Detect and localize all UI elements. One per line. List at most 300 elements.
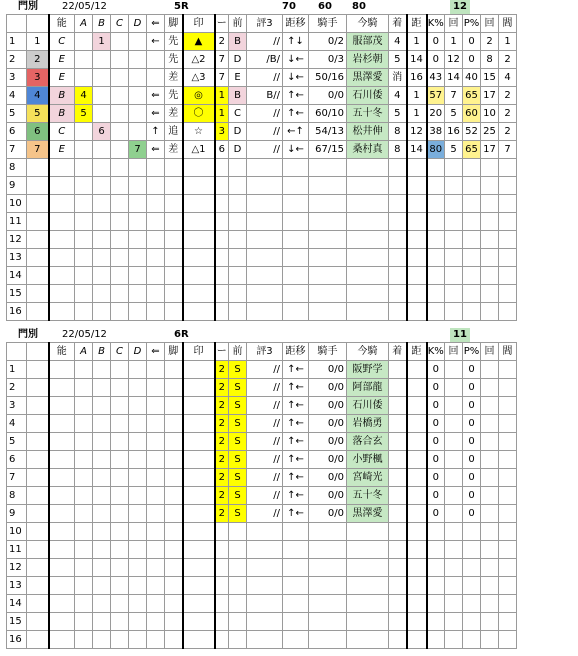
cell-b (93, 505, 111, 523)
cell-kai (445, 249, 463, 267)
cell-kai2 (481, 231, 499, 249)
cell-k: 20 (427, 105, 445, 123)
table-row[interactable] (7, 487, 517, 505)
cell-kon: 服部茂 (347, 33, 389, 51)
cell-mark (183, 613, 215, 631)
cell-b (93, 285, 111, 303)
table-row[interactable] (7, 559, 517, 577)
cell-en (499, 379, 517, 397)
table-row[interactable] (7, 523, 517, 541)
cell-mark (183, 469, 215, 487)
cell-minus (215, 249, 229, 267)
cell-c (111, 195, 129, 213)
table-row[interactable] (7, 249, 517, 267)
cell-n: 4 (7, 415, 27, 433)
cell-en (499, 361, 517, 379)
cell-mark (183, 303, 215, 321)
cell-chaku (389, 433, 407, 451)
cell-kon (347, 195, 389, 213)
cell-c (111, 613, 129, 631)
cell-mae (229, 577, 247, 595)
cell-a (75, 541, 93, 559)
cell-n: 11 (7, 541, 27, 559)
cell-c (111, 361, 129, 379)
cell-chaku (389, 415, 407, 433)
cell-kai (445, 415, 463, 433)
cell-hyo (247, 231, 283, 249)
cell-dist (407, 159, 427, 177)
cell-a: 5 (75, 105, 93, 123)
table-row[interactable] (7, 379, 517, 397)
cell-k: 0 (427, 433, 445, 451)
cell-minus (215, 267, 229, 285)
table-row[interactable] (7, 33, 517, 51)
cell-arrow (147, 559, 165, 577)
cell-p: 0 (463, 433, 481, 451)
table-row[interactable] (7, 303, 517, 321)
cell-kai2 (481, 595, 499, 613)
cell-chaku: 4 (389, 87, 407, 105)
cell-mark (183, 451, 215, 469)
cell-gate (27, 415, 49, 433)
table-row[interactable] (7, 469, 517, 487)
cell-kyori: ↑← (283, 433, 309, 451)
column-header: 前 (229, 343, 247, 361)
cell-en (499, 595, 517, 613)
cell-kai2 (481, 177, 499, 195)
cell-mae: S (229, 487, 247, 505)
cell-en (499, 559, 517, 577)
cell-d (129, 541, 147, 559)
cell-d (129, 69, 147, 87)
cell-nou: C (49, 123, 75, 141)
cell-b (93, 487, 111, 505)
cell-kai2 (481, 469, 499, 487)
cell-a (75, 505, 93, 523)
cell-kon (347, 249, 389, 267)
table-row[interactable] (7, 451, 517, 469)
column-header: B (93, 15, 111, 33)
cell-n: 5 (7, 433, 27, 451)
cell-chaku (389, 195, 407, 213)
cell-a (75, 361, 93, 379)
table-row[interactable] (7, 177, 517, 195)
cell-kyori: ←↑ (283, 123, 309, 141)
cell-n: 8 (7, 487, 27, 505)
cell-mark (183, 559, 215, 577)
cell-p: 0 (463, 469, 481, 487)
cell-kyaku (165, 559, 183, 577)
cell-mae: S (229, 451, 247, 469)
cell-kon: 石川倭 (347, 397, 389, 415)
cell-mark (183, 213, 215, 231)
cell-kyaku (165, 415, 183, 433)
table-row[interactable] (7, 159, 517, 177)
cell-chaku: 8 (389, 141, 407, 159)
cell-kai (445, 433, 463, 451)
cell-k (427, 577, 445, 595)
cell-nou (49, 177, 75, 195)
cell-mark: △3 (183, 69, 215, 87)
column-header: A (75, 343, 93, 361)
cell-chaku (389, 379, 407, 397)
cell-mark (183, 361, 215, 379)
column-header: P% (463, 15, 481, 33)
cell-kon (347, 559, 389, 577)
table-row[interactable] (7, 285, 517, 303)
cell-kisyu: 67/15 (309, 141, 347, 159)
cell-kai (445, 505, 463, 523)
cell-mark (183, 397, 215, 415)
table-row[interactable] (7, 69, 517, 87)
cell-hyo: // (247, 451, 283, 469)
cell-k (427, 631, 445, 649)
table-row[interactable] (7, 433, 517, 451)
cell-mae (229, 631, 247, 649)
cell-arrow (147, 303, 165, 321)
cell-a (75, 33, 93, 51)
cell-mark (183, 595, 215, 613)
cell-nou (49, 433, 75, 451)
cell-n: 16 (7, 631, 27, 649)
column-header: K% (427, 15, 445, 33)
cell-kon: 五十冬 (347, 105, 389, 123)
cell-kisyu: 0/0 (309, 379, 347, 397)
cell-d (129, 415, 147, 433)
cell-kai2 (481, 379, 499, 397)
cell-en (499, 213, 517, 231)
cell-c (111, 69, 129, 87)
cell-minus (215, 159, 229, 177)
cell-arrow (147, 267, 165, 285)
cell-kai2 (481, 541, 499, 559)
cell-kai (445, 469, 463, 487)
cell-dist (407, 577, 427, 595)
cell-mark (183, 177, 215, 195)
cell-dist (407, 249, 427, 267)
cell-p (463, 213, 481, 231)
cell-k: 80 (427, 141, 445, 159)
cell-n: 11 (7, 213, 27, 231)
table-row[interactable] (7, 231, 517, 249)
cell-kyori (283, 213, 309, 231)
cell-c (111, 487, 129, 505)
cell-k (427, 267, 445, 285)
table-row[interactable] (7, 613, 517, 631)
cell-kai (445, 613, 463, 631)
cell-arrow (147, 397, 165, 415)
cell-gate (27, 451, 49, 469)
cell-k (427, 195, 445, 213)
cell-b: 6 (93, 123, 111, 141)
cell-c (111, 87, 129, 105)
table-row[interactable] (7, 541, 517, 559)
cell-kai: 5 (445, 105, 463, 123)
column-header: 評3 (247, 343, 283, 361)
cell-p: 40 (463, 69, 481, 87)
column-header: ⇐ (147, 343, 165, 361)
cell-en (499, 303, 517, 321)
cell-kai: 5 (445, 141, 463, 159)
cell-nou (49, 159, 75, 177)
cell-kai (445, 285, 463, 303)
cell-k (427, 613, 445, 631)
cell-mae (229, 541, 247, 559)
cell-nou (49, 505, 75, 523)
cell-kisyu: 0/3 (309, 51, 347, 69)
cell-gate (27, 267, 49, 285)
cell-en (499, 159, 517, 177)
column-header (27, 343, 49, 361)
column-header: 回 (445, 343, 463, 361)
cell-gate (27, 631, 49, 649)
cell-kyaku (165, 249, 183, 267)
cell-en (499, 631, 517, 649)
cell-en (499, 451, 517, 469)
column-header: 着 (389, 15, 407, 33)
column-header: ー (215, 15, 229, 33)
column-header: 印 (183, 15, 215, 33)
cell-n: 1 (7, 361, 27, 379)
cell-minus: 2 (215, 433, 229, 451)
table-row[interactable] (7, 397, 517, 415)
cell-p (463, 559, 481, 577)
cell-c (111, 415, 129, 433)
table-row[interactable] (7, 87, 517, 105)
cell-b (93, 51, 111, 69)
cell-a (75, 249, 93, 267)
cell-mae (229, 303, 247, 321)
cell-b (93, 213, 111, 231)
cell-a (75, 303, 93, 321)
cell-kon (347, 303, 389, 321)
race-number: 5R (174, 1, 189, 12)
cell-d (129, 523, 147, 541)
cell-kyaku (165, 177, 183, 195)
cell-chaku (389, 213, 407, 231)
cell-d (129, 231, 147, 249)
cell-kyaku (165, 397, 183, 415)
cell-arrow (147, 361, 165, 379)
cell-gate: 7 (27, 141, 49, 159)
cell-kisyu (309, 631, 347, 649)
cell-gate (27, 577, 49, 595)
race-sheet-6r (0, 328, 578, 656)
cell-kai2 (481, 213, 499, 231)
cell-en (499, 487, 517, 505)
cell-chaku (389, 559, 407, 577)
cell-kisyu: 0/0 (309, 397, 347, 415)
cell-b (93, 397, 111, 415)
cell-mae (229, 613, 247, 631)
cell-c (111, 33, 129, 51)
cell-minus: 2 (215, 397, 229, 415)
table-row[interactable] (7, 361, 517, 379)
cell-b (93, 595, 111, 613)
cell-dist (407, 177, 427, 195)
header-value-80: 80 (352, 1, 366, 12)
cell-a (75, 51, 93, 69)
cell-kisyu: 50/16 (309, 69, 347, 87)
cell-dist: 14 (407, 51, 427, 69)
cell-kai (445, 631, 463, 649)
cell-hyo: // (247, 69, 283, 87)
cell-mark (183, 249, 215, 267)
cell-kai2: 17 (481, 87, 499, 105)
cell-nou (49, 451, 75, 469)
table-row[interactable] (7, 595, 517, 613)
table-row[interactable] (7, 123, 517, 141)
column-header: 距移 (283, 343, 309, 361)
cell-kyori: ↑← (283, 87, 309, 105)
table-row[interactable] (7, 505, 517, 523)
cell-mark (183, 195, 215, 213)
cell-a (75, 267, 93, 285)
cell-kyaku: 追 (165, 123, 183, 141)
cell-a (75, 379, 93, 397)
cell-kon (347, 285, 389, 303)
cell-kisyu: 0/0 (309, 451, 347, 469)
table-row[interactable] (7, 141, 517, 159)
column-header: 今騎 (347, 343, 389, 361)
cell-mae (229, 213, 247, 231)
cell-arrow (147, 195, 165, 213)
cell-mark: △2 (183, 51, 215, 69)
cell-kisyu: 0/0 (309, 487, 347, 505)
cell-k: 38 (427, 123, 445, 141)
cell-n: 2 (7, 51, 27, 69)
table-row[interactable] (7, 631, 517, 649)
cell-mae: D (229, 141, 247, 159)
cell-en (499, 285, 517, 303)
cell-b (93, 159, 111, 177)
cell-en (499, 469, 517, 487)
cell-c (111, 159, 129, 177)
cell-a (75, 559, 93, 577)
cell-b (93, 613, 111, 631)
cell-mae: B (229, 33, 247, 51)
table-row[interactable] (7, 577, 517, 595)
cell-a (75, 613, 93, 631)
cell-dist (407, 267, 427, 285)
cell-hyo (247, 631, 283, 649)
cell-c (111, 469, 129, 487)
cell-en: 2 (499, 123, 517, 141)
cell-k (427, 559, 445, 577)
cell-kai (445, 541, 463, 559)
cell-kyori (283, 577, 309, 595)
cell-a (75, 469, 93, 487)
cell-kon: 小野楓 (347, 451, 389, 469)
cell-nou (49, 231, 75, 249)
cell-chaku (389, 523, 407, 541)
column-header: 脚 (165, 343, 183, 361)
cell-dist (407, 285, 427, 303)
cell-k: 0 (427, 415, 445, 433)
cell-kai (445, 523, 463, 541)
cell-kai (445, 267, 463, 285)
table-row[interactable] (7, 105, 517, 123)
cell-mark (183, 267, 215, 285)
cell-c (111, 541, 129, 559)
cell-dist (407, 397, 427, 415)
cell-gate (27, 487, 49, 505)
table-row[interactable] (7, 195, 517, 213)
cell-arrow (147, 505, 165, 523)
table-row[interactable] (7, 51, 517, 69)
cell-c (111, 231, 129, 249)
cell-kyori: ↑← (283, 505, 309, 523)
cell-d (129, 469, 147, 487)
cell-p: 0 (463, 451, 481, 469)
cell-nou (49, 469, 75, 487)
cell-n: 3 (7, 397, 27, 415)
cell-mae (229, 595, 247, 613)
table-row[interactable] (7, 415, 517, 433)
cell-en (499, 195, 517, 213)
cell-kai2: 8 (481, 51, 499, 69)
cell-nou (49, 577, 75, 595)
cell-gate (27, 285, 49, 303)
cell-nou: E (49, 69, 75, 87)
cell-mae: D (229, 51, 247, 69)
cell-kyaku: 差 (165, 105, 183, 123)
cell-k (427, 231, 445, 249)
cell-kai2: 10 (481, 105, 499, 123)
cell-n: 16 (7, 303, 27, 321)
cell-minus: 2 (215, 487, 229, 505)
cell-en (499, 397, 517, 415)
cell-nou (49, 523, 75, 541)
table-row[interactable] (7, 267, 517, 285)
cell-a (75, 213, 93, 231)
table-row[interactable] (7, 213, 517, 231)
cell-en (499, 523, 517, 541)
cell-gate (27, 213, 49, 231)
cell-gate (27, 433, 49, 451)
column-header (7, 15, 27, 33)
cell-p: 0 (463, 397, 481, 415)
cell-kon (347, 631, 389, 649)
cell-mark: ▲ (183, 33, 215, 51)
cell-p: 0 (463, 361, 481, 379)
cell-dist: 1 (407, 87, 427, 105)
cell-a (75, 397, 93, 415)
cell-arrow (147, 577, 165, 595)
cell-chaku (389, 249, 407, 267)
cell-kyaku: 先 (165, 33, 183, 51)
cell-dist (407, 231, 427, 249)
cell-c (111, 303, 129, 321)
cell-kai2 (481, 159, 499, 177)
cell-hyo: // (247, 397, 283, 415)
cell-nou (49, 415, 75, 433)
cell-kon (347, 595, 389, 613)
cell-mark (183, 577, 215, 595)
cell-b (93, 249, 111, 267)
cell-hyo (247, 577, 283, 595)
cell-kyori (283, 249, 309, 267)
cell-hyo (247, 559, 283, 577)
cell-arrow (147, 159, 165, 177)
cell-chaku: 消 (389, 69, 407, 87)
cell-gate (27, 397, 49, 415)
cell-minus: 1 (215, 87, 229, 105)
cell-kon: 宮崎光 (347, 469, 389, 487)
cell-minus: 6 (215, 141, 229, 159)
cell-a (75, 415, 93, 433)
cell-p (463, 541, 481, 559)
